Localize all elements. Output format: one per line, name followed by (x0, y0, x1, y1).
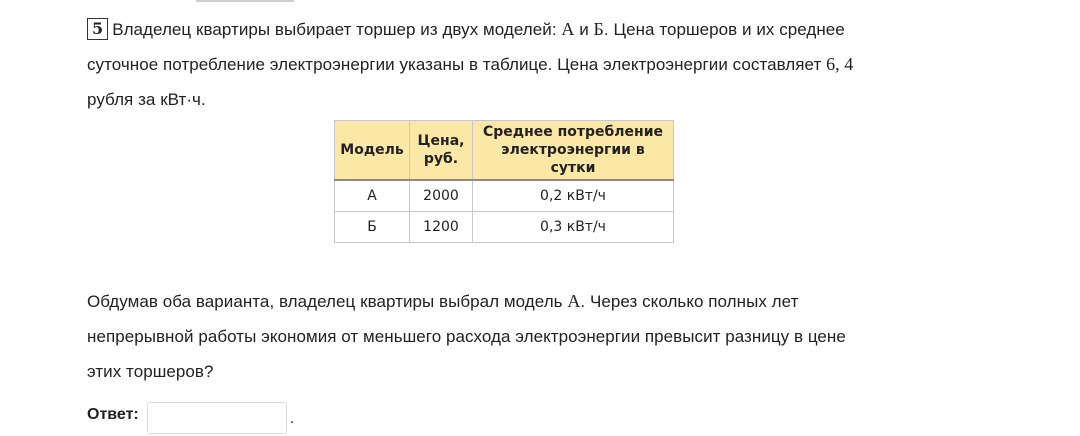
model-b-math: Б (593, 19, 604, 39)
question-line-3: этих торшеров? (87, 362, 214, 381)
answer-label: Ответ: (87, 406, 139, 423)
answer-input[interactable] (147, 402, 287, 434)
cell-model: Б (335, 212, 410, 243)
cell-price: 1200 (410, 212, 473, 243)
data-table (334, 120, 674, 243)
price-value-math: 6, 4 (826, 54, 854, 74)
statement-line-2: суточное потребление электроэнергии указаны в таблице. Цена электроэнергии составляет 6, 4 (87, 54, 854, 74)
answer-dot: . (289, 410, 295, 427)
cell-model: А (335, 180, 410, 212)
header-price: Цена, руб. (410, 121, 473, 181)
header-consumption: Среднее потребление электроэнергии в сутки (473, 121, 674, 181)
header-model: Модель (335, 121, 410, 181)
problem-statement (87, 12, 1047, 117)
chosen-model-math: А (567, 291, 581, 311)
question-line-2: непрерывной работы экономия от меньшего расхода электроэнергии превысит разницу в цене (87, 327, 846, 346)
problem-number: 5 (87, 18, 108, 40)
statement-line-1: 5 Владелец квартиры выбирает торшер из двух моделей: А и Б. Цена торшеров и их среднее (87, 12, 1047, 47)
table-header-row (335, 121, 674, 181)
table-row (335, 180, 674, 212)
cell-price: 2000 (410, 180, 473, 212)
top-divider (196, 0, 294, 2)
answer-row (87, 402, 294, 436)
question-line-1: Обдумав оба варианта, владелец квартиры выбрал модель А. Через сколько полных лет (87, 291, 799, 311)
cell-consumption: 0,2 кВт/ч (473, 180, 674, 212)
statement-line-3: рубля за кВт·ч. (87, 90, 206, 109)
question-text (87, 284, 1047, 389)
model-a-math: А (561, 19, 575, 39)
cell-consumption: 0,3 кВт/ч (473, 212, 674, 243)
table-row (335, 212, 674, 243)
